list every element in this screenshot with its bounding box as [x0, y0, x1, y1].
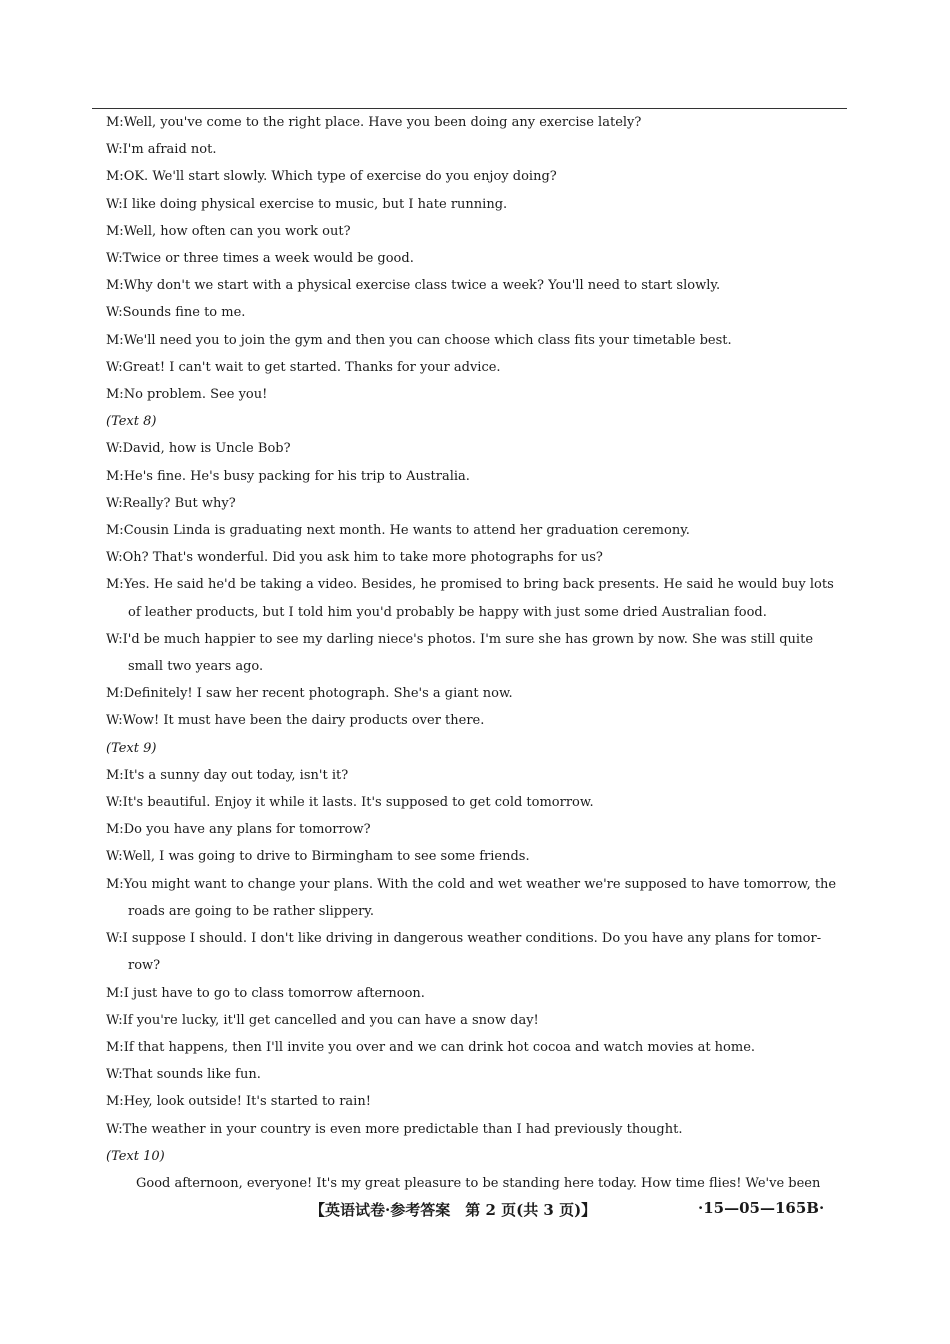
dialogue-line: W:I'm afraid not.: [106, 142, 217, 158]
dialogue-line-continued: row?: [128, 958, 161, 974]
dialogue-line: W:The weather in your country is even more predictable than I had previously thought.: [106, 1121, 683, 1137]
dialogue-line: W:Well, I was going to drive to Birmingham to see some friends.: [106, 849, 530, 865]
dialogue-line: W:I'd be much happier to see my darling niece's photos. I'm sure she has grown by now. She was still quite: [106, 631, 814, 647]
dialogue-line: M:Do you have any plans for tomorrow?: [106, 822, 371, 838]
section-label-text-10: (Text 10): [106, 1148, 165, 1164]
dialogue-line: M:You might want to change your plans. With the cold and wet weather we're supposed to have tomorrow, the: [106, 876, 837, 892]
dialogue-line: W:Great! I can't wait to get started. Thanks for your advice.: [106, 359, 501, 375]
dialogue-line: W:That sounds like fun.: [106, 1067, 261, 1083]
dialogue-line: W:Really? But why?: [106, 495, 236, 511]
section-label-text-9: (Text 9): [106, 740, 157, 756]
dialogue-line: W:Sounds fine to me.: [106, 305, 246, 321]
dialogue-line: M:No problem. See you!: [106, 387, 268, 403]
footer-title: 【英语试卷·参考答案 第 2 页(共 3 页)】: [310, 1201, 597, 1219]
dialogue-line: M:Definitely! I saw her recent photograph. She's a giant now.: [106, 686, 513, 702]
dialogue-line-continued: small two years ago.: [128, 659, 264, 675]
dialogue-line: W:If you're lucky, it'll get cancelled and you can have a snow day!: [106, 1012, 539, 1028]
monologue-paragraph: Good afternoon, everyone! It's my great pleasure to be standing here today. How time flies! We've been: [136, 1175, 821, 1191]
dialogue-line: M:It's a sunny day out today, isn't it?: [106, 767, 349, 783]
dialogue-line: W:It's beautiful. Enjoy it while it lasts. It's supposed to get cold tomorrow.: [106, 795, 594, 811]
dialogue-line: W:Wow! It must have been the dairy products over there.: [106, 713, 485, 729]
dialogue-line-continued: roads are going to be rather slippery.: [128, 903, 375, 919]
dialogue-line: M:Well, how often can you work out?: [106, 223, 351, 239]
section-label-text-8: (Text 8): [106, 414, 157, 430]
dialogue-line: M:He's fine. He's busy packing for his trip to Australia.: [106, 468, 470, 484]
dialogue-line: M:We'll need you to join the gym and then you can choose which class fits your timetable best.: [106, 332, 732, 348]
dialogue-line: M:Yes. He said he'd be taking a video. Besides, he promised to bring back presents. He said he would buy lots: [106, 577, 834, 593]
dialogue-line: M:OK. We'll start slowly. Which type of exercise do you enjoy doing?: [106, 169, 557, 185]
footer-code: ·15—05—165B·: [698, 1199, 825, 1217]
dialogue-line: M:Well, you've come to the right place. Have you been doing any exercise lately?: [106, 115, 642, 130]
page-footer: [310, 1199, 850, 1220]
dialogue-line: W:I like doing physical exercise to music, but I hate running.: [106, 196, 508, 212]
dialogue-line: W:Twice or three times a week would be good.: [106, 251, 414, 267]
dialogue-line-continued: of leather products, but I told him you'd probably be happy with just some dried Australian food.: [128, 604, 767, 620]
dialogue-line: M:Cousin Linda is graduating next month. He wants to attend her graduation ceremony.: [106, 523, 690, 539]
dialogue-line: M:I just have to go to class tomorrow afternoon.: [106, 985, 425, 1001]
dialogue-line: M:Hey, look outside! It's started to rain!: [106, 1094, 371, 1110]
dialogue-line: W:David, how is Uncle Bob?: [106, 441, 291, 457]
dialogue-line: W:I suppose I should. I don't like driving in dangerous weather conditions. Do you have any plans for tomor-: [106, 931, 822, 947]
transcript-body: [106, 109, 840, 1197]
dialogue-line: W:Oh? That's wonderful. Did you ask him to take more photographs for us?: [106, 550, 603, 566]
dialogue-line: M:Why don't we start with a physical exercise class twice a week? You'll need to start slowly.: [106, 278, 721, 294]
dialogue-line: M:If that happens, then I'll invite you over and we can drink hot cocoa and watch movies at home.: [106, 1039, 756, 1055]
